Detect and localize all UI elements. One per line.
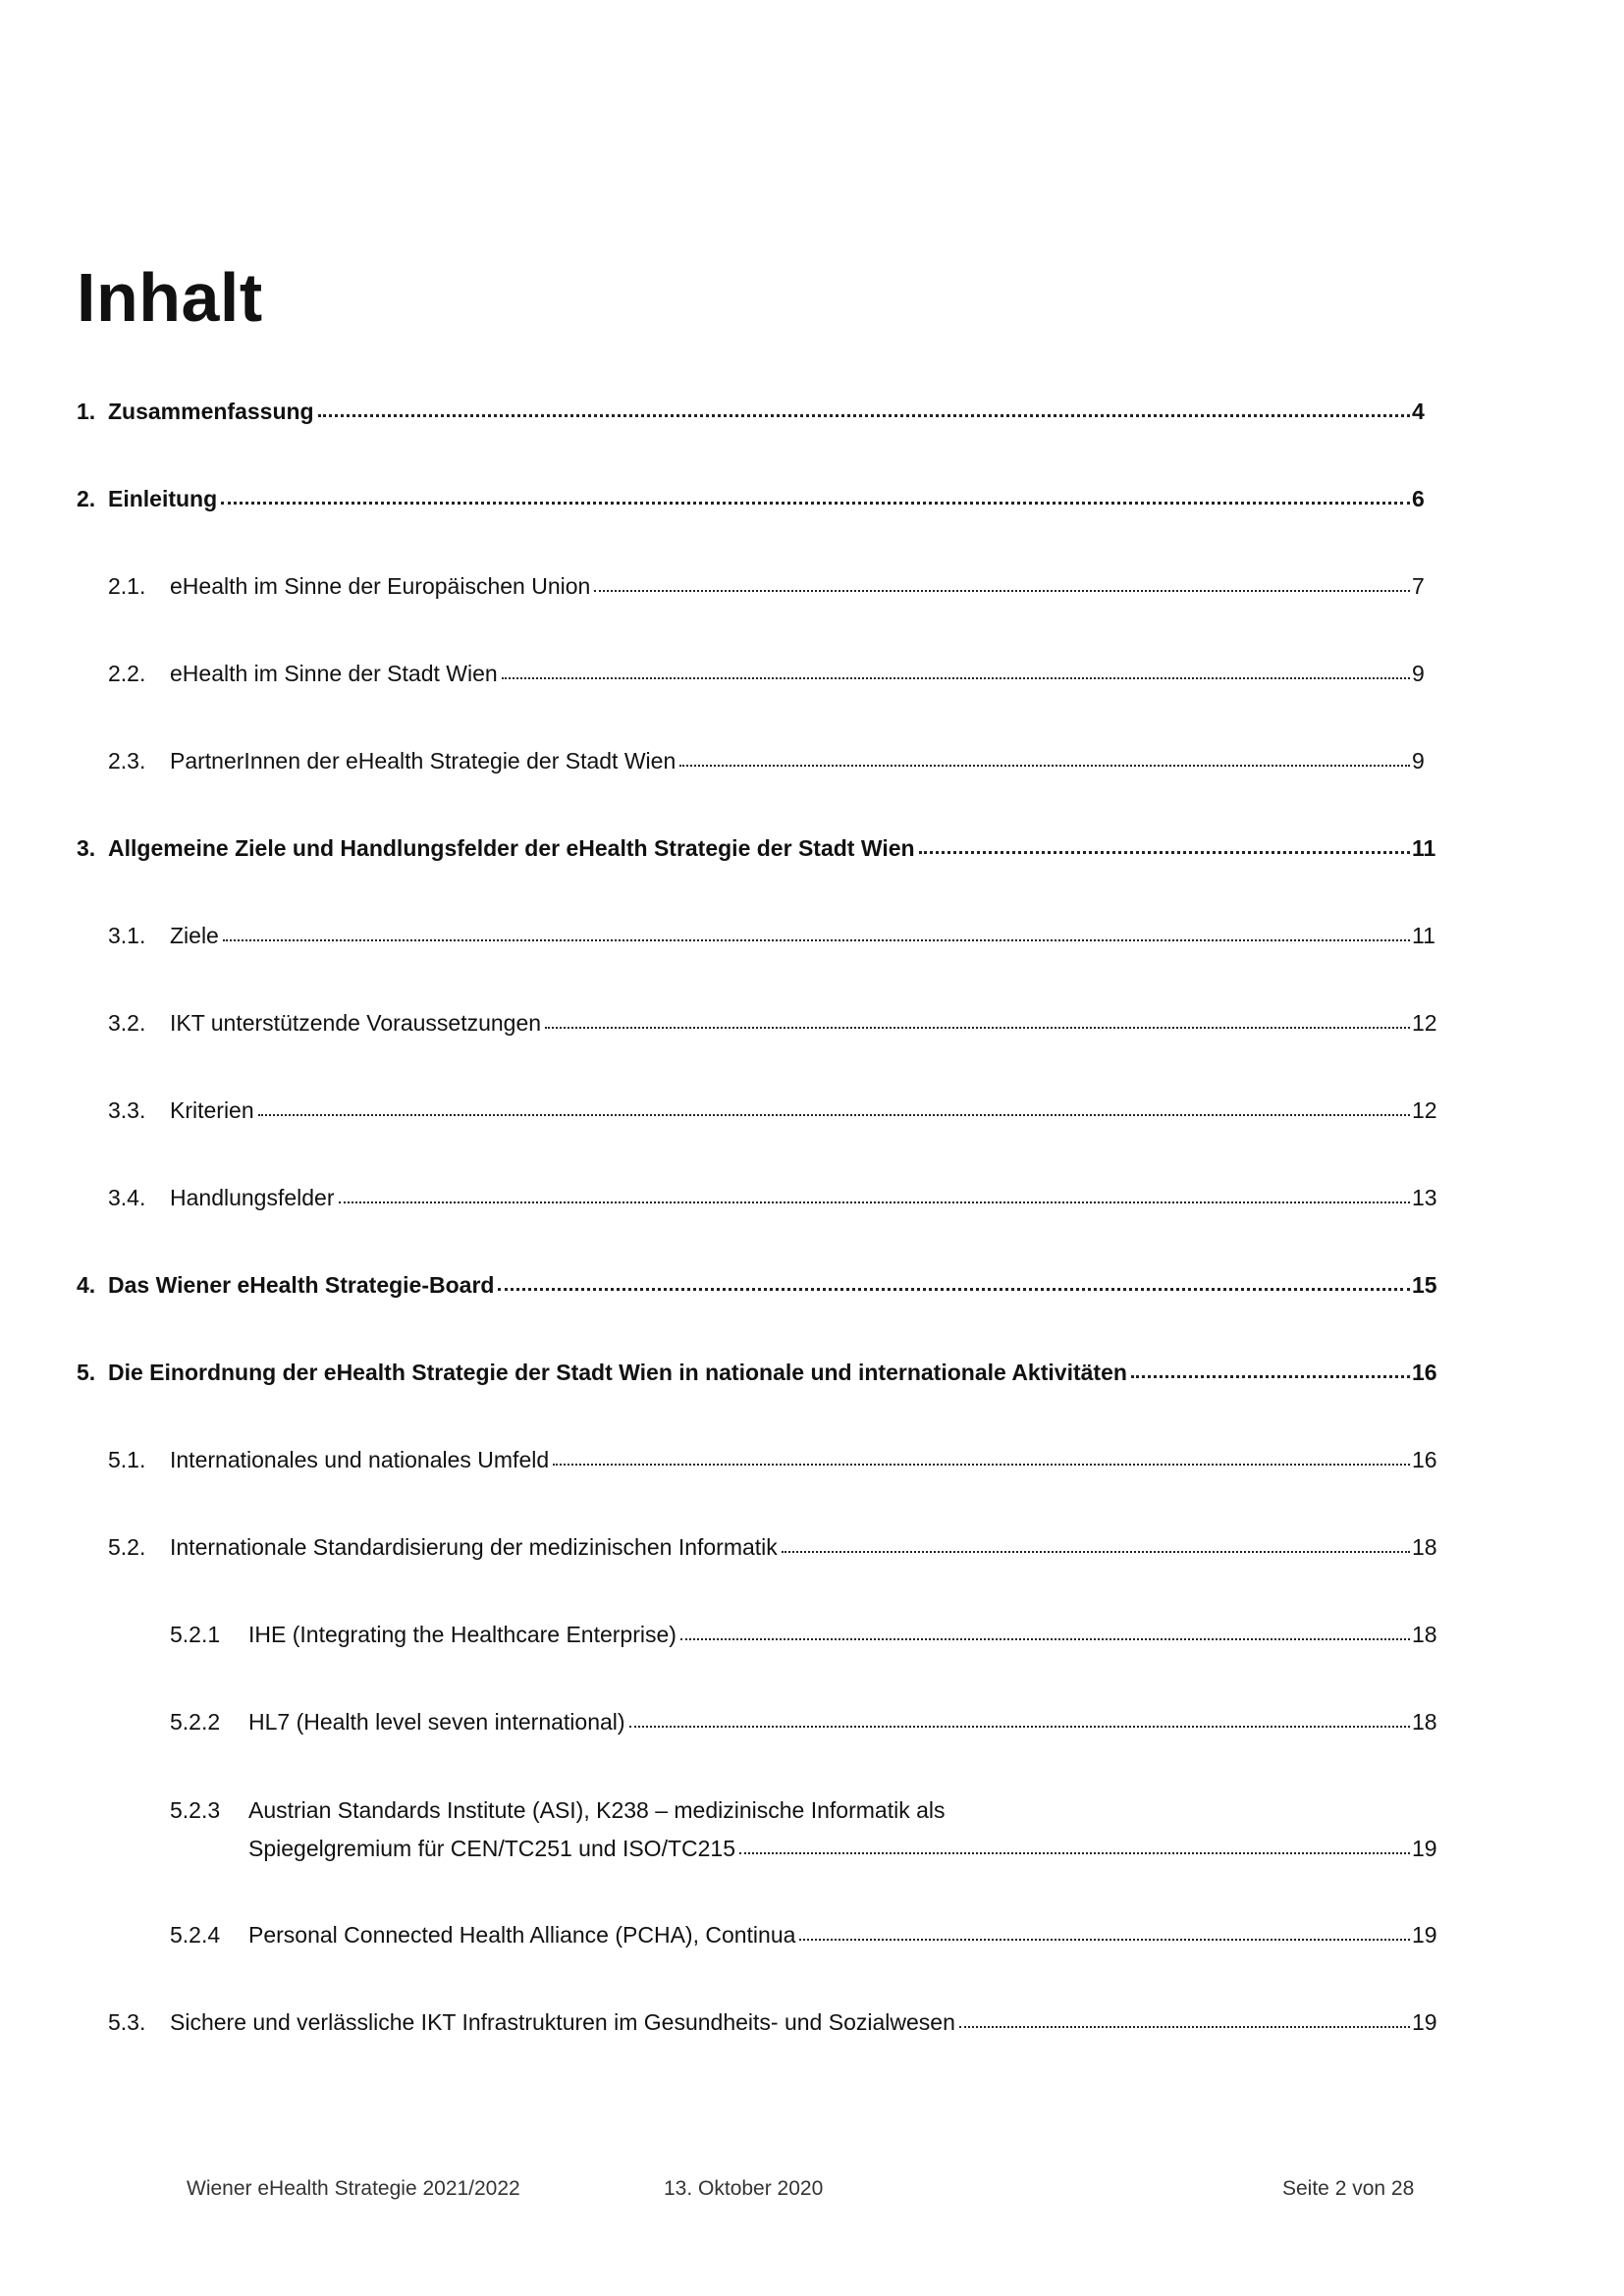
toc-number: 5.2.4 bbox=[170, 1922, 221, 1948]
toc-entry-3-3[interactable] bbox=[108, 1095, 1437, 1125]
toc-title: IHE (Integrating the Healthcare Enterprise) bbox=[248, 1622, 677, 1647]
toc-entry-3-2[interactable] bbox=[108, 1008, 1437, 1038]
toc-number: 5.2. bbox=[108, 1534, 146, 1560]
toc-entry-5-2-2[interactable] bbox=[170, 1707, 1437, 1736]
dot-leader bbox=[1131, 1358, 1410, 1380]
toc-page-number: 4 bbox=[1412, 399, 1425, 424]
toc-number: 3.4. bbox=[108, 1185, 146, 1210]
toc-page-number: 19 bbox=[1412, 1922, 1437, 1948]
dot-leader bbox=[799, 1920, 1410, 1943]
toc-entry-5[interactable] bbox=[77, 1358, 1437, 1387]
toc-entry-2-3[interactable] bbox=[108, 746, 1437, 775]
toc-entry-5-2-4[interactable] bbox=[170, 1920, 1437, 1949]
toc-number: 2.1. bbox=[108, 573, 146, 599]
dot-leader bbox=[258, 1095, 1410, 1118]
toc-entry-2-1[interactable] bbox=[108, 571, 1437, 601]
dot-leader bbox=[318, 397, 1410, 419]
page-title: Inhalt bbox=[77, 259, 263, 336]
toc-page-number: 19 bbox=[1412, 1836, 1437, 1861]
toc-number: 3.1. bbox=[108, 923, 146, 948]
toc-page-number: 12 bbox=[1412, 1097, 1437, 1123]
toc-page-number: 15 bbox=[1412, 1272, 1437, 1298]
toc-entry-5-2-3[interactable] bbox=[170, 1795, 1437, 1863]
toc-entry-5-1[interactable] bbox=[108, 1445, 1437, 1474]
toc-page-number: 13 bbox=[1412, 1185, 1437, 1210]
toc-title-line-2: Spiegelgremium für CEN/TC251 und ISO/TC215 bbox=[248, 1836, 735, 1861]
toc-number: 5.2.1 bbox=[170, 1622, 221, 1647]
dot-leader bbox=[545, 1008, 1410, 1031]
toc-entry-2-2[interactable] bbox=[108, 659, 1437, 688]
toc-page-number: 7 bbox=[1412, 573, 1425, 599]
dot-leader bbox=[959, 2007, 1410, 2030]
toc-title: Das Wiener eHealth Strategie-Board bbox=[108, 1272, 495, 1298]
toc-number: 2.3. bbox=[108, 748, 146, 774]
toc-title: Sichere und verlässliche IKT Infrastrukturen im Gesundheits- und Sozialwesen bbox=[170, 2009, 955, 2035]
footer-document-title: Wiener eHealth Strategie 2021/2022 bbox=[187, 2177, 520, 2200]
toc-number: 1. bbox=[77, 399, 96, 424]
toc-page-number: 18 bbox=[1412, 1622, 1437, 1647]
toc-page-number: 19 bbox=[1412, 2009, 1437, 2035]
toc-number: 4. bbox=[77, 1272, 96, 1298]
toc-entry-3-4[interactable] bbox=[108, 1183, 1437, 1212]
dot-leader bbox=[594, 571, 1410, 594]
footer-page-info: Seite 2 von 28 bbox=[1282, 2177, 1415, 2200]
dot-leader bbox=[629, 1707, 1410, 1730]
toc-number: 2.2. bbox=[108, 661, 146, 686]
toc-number: 3. bbox=[77, 835, 96, 861]
toc-title: eHealth im Sinne der Stadt Wien bbox=[170, 661, 498, 686]
dot-leader bbox=[498, 1270, 1410, 1293]
dot-leader bbox=[739, 1834, 1410, 1856]
toc-page-number: 9 bbox=[1412, 748, 1425, 774]
toc-page-number: 6 bbox=[1412, 486, 1425, 511]
dot-leader bbox=[782, 1532, 1410, 1555]
toc-page-number: 9 bbox=[1412, 661, 1425, 686]
toc-number: 5.1. bbox=[108, 1447, 146, 1472]
toc-number: 5. bbox=[77, 1360, 96, 1385]
toc-entry-5-2-1[interactable] bbox=[170, 1620, 1437, 1649]
toc-page-number: 16 bbox=[1412, 1360, 1437, 1385]
dot-leader bbox=[502, 659, 1410, 681]
toc-title: eHealth im Sinne der Europäischen Union bbox=[170, 573, 591, 599]
toc-number: 3.2. bbox=[108, 1010, 146, 1036]
toc-title: Handlungsfelder bbox=[170, 1185, 335, 1210]
toc-title: Personal Connected Health Alliance (PCHA), Continua bbox=[248, 1922, 796, 1948]
dot-leader bbox=[919, 833, 1410, 856]
dot-leader bbox=[679, 746, 1410, 769]
toc-entry-3-1[interactable] bbox=[108, 921, 1437, 950]
toc-entry-2[interactable] bbox=[77, 484, 1437, 513]
toc-title: Die Einordnung der eHealth Strategie der Stadt Wien in nationale und internationale Aktivitäten bbox=[108, 1360, 1127, 1385]
toc-page-number: 11 bbox=[1412, 923, 1435, 948]
toc-title: Allgemeine Ziele und Handlungsfelder der eHealth Strategie der Stadt Wien bbox=[108, 835, 915, 861]
dot-leader bbox=[553, 1445, 1410, 1468]
toc-entry-4[interactable] bbox=[77, 1270, 1437, 1300]
toc-title: IKT unterstützende Voraussetzungen bbox=[170, 1010, 542, 1036]
dot-leader bbox=[339, 1183, 1410, 1205]
toc-entry-1[interactable] bbox=[77, 397, 1437, 426]
toc-title: HL7 (Health level seven international) bbox=[248, 1709, 625, 1735]
toc-title: Internationale Standardisierung der medizinischen Informatik bbox=[170, 1534, 778, 1560]
dot-leader bbox=[680, 1620, 1410, 1642]
toc-entry-3[interactable] bbox=[77, 833, 1437, 863]
toc-number: 2. bbox=[77, 486, 96, 511]
dot-leader bbox=[223, 921, 1410, 943]
toc-number: 3.3. bbox=[108, 1097, 146, 1123]
toc-page-number: 11 bbox=[1412, 835, 1436, 861]
toc-page-number: 12 bbox=[1412, 1010, 1437, 1036]
toc-number: 5.2.3 bbox=[170, 1797, 221, 1823]
toc-number: 5.3. bbox=[108, 2009, 146, 2035]
toc-entry-5-3[interactable] bbox=[108, 2007, 1437, 2037]
toc-title: Einleitung bbox=[108, 486, 218, 511]
toc-page-number: 18 bbox=[1412, 1709, 1437, 1735]
toc-title: Ziele bbox=[170, 923, 219, 948]
toc-page-number: 18 bbox=[1412, 1534, 1437, 1560]
toc-page-number: 16 bbox=[1412, 1447, 1437, 1472]
toc-title: Zusammenfassung bbox=[108, 399, 314, 424]
toc-title-line-1: Austrian Standards Institute (ASI), K238 – medizinische Informatik als bbox=[248, 1797, 946, 1823]
toc-entry-5-2[interactable] bbox=[108, 1532, 1437, 1562]
toc-title: PartnerInnen der eHealth Strategie der Stadt Wien bbox=[170, 748, 677, 774]
toc-title: Kriterien bbox=[170, 1097, 254, 1123]
toc-number: 5.2.2 bbox=[170, 1709, 221, 1735]
dot-leader bbox=[221, 484, 1410, 507]
footer-date: 13. Oktober 2020 bbox=[664, 2177, 824, 2200]
toc-title: Internationales und nationales Umfeld bbox=[170, 1447, 550, 1472]
